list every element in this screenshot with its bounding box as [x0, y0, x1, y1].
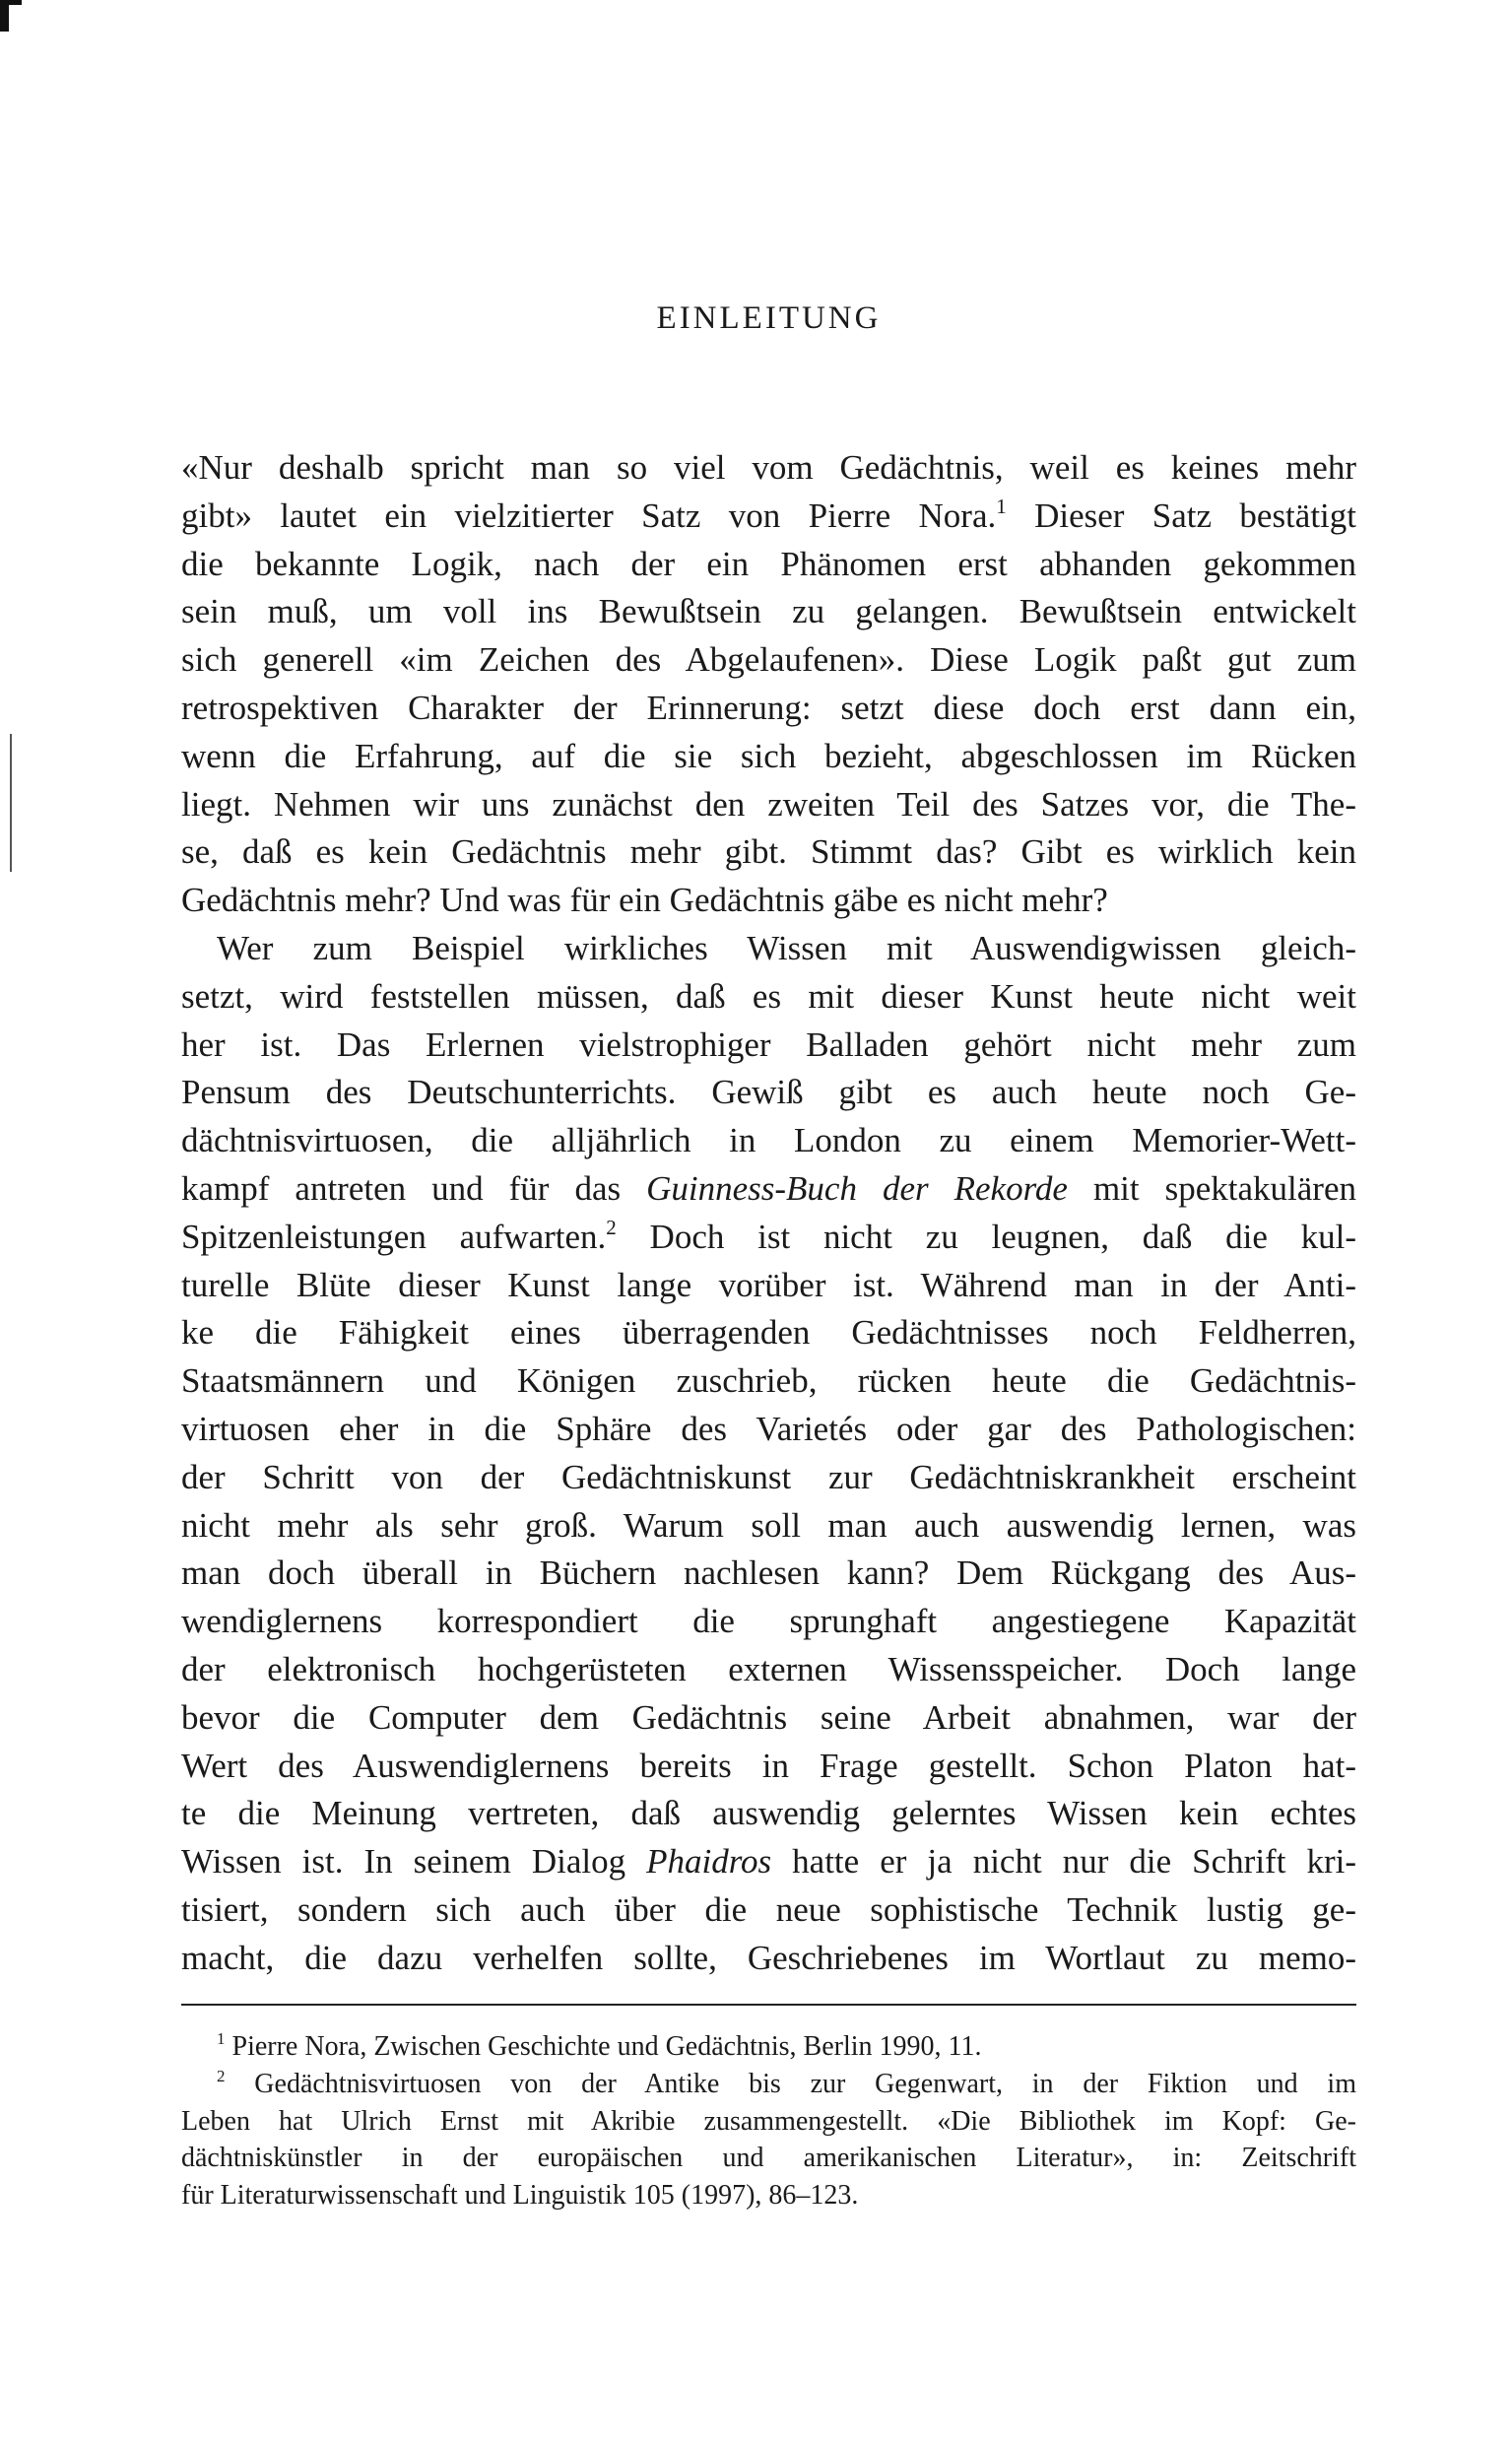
footnote-marker: 2	[606, 1215, 617, 1239]
body-line	[181, 1550, 1356, 1598]
footnote-marker: 1	[996, 494, 1007, 518]
text-run: dächtniskünstler in der europäischen und amerikanischen Literatur», in: Zeitschrift	[181, 2143, 1356, 2174]
text-run: die bekannte Logik, nach der ein Phänomen erst abhanden gekommen	[181, 544, 1356, 583]
text-run: Gedächtnis mehr? Und was für ein Gedächtnis gäbe es nicht mehr?	[181, 881, 1108, 920]
text-run: macht, die dazu verhelfen sollte, Geschriebenes im Wortlaut zu memo-	[181, 1938, 1356, 1977]
text-run: Wissen ist. In seinem Dialog	[181, 1842, 647, 1882]
text-run: setzt, wird feststellen müssen, daß es mit dieser Kunst heute nicht weit	[181, 976, 1356, 1016]
body-line	[181, 1406, 1356, 1454]
body-line	[181, 588, 1356, 636]
text-run: Pierre Nora, Zwischen Geschichte und Gedächtnis, Berlin 1990, 11.	[225, 2031, 982, 2062]
text-run: dächtnisvirtuosen, die alljährlich in London zu einem Memorier-Wett-	[181, 1121, 1356, 1160]
body-line	[181, 973, 1356, 1022]
text-run: Pensum des Deutschunterrichts. Gewiß gibt es auch heute noch Ge-	[181, 1073, 1356, 1112]
text-run: wenn die Erfahrung, auf die sie sich bezieht, abgeschlossen im Rücken	[181, 736, 1356, 775]
text-run: Staatsmännern und Königen zuschrieb, rücken heute die Gedächtnis-	[181, 1361, 1356, 1401]
text-run: Spitzenleistungen aufwarten.	[181, 1217, 607, 1256]
text-run: der Schritt von der Gedächtniskunst zur Gedächtniskrankheit erscheint	[181, 1457, 1356, 1496]
text-run: Wert des Auswendiglernens bereits in Frage gestellt. Schon Platon hat-	[181, 1746, 1356, 1785]
body-line	[181, 1886, 1356, 1935]
italic-title: Guinness-Buch der Rekorde	[646, 1168, 1068, 1208]
text-run: Leben hat Ulrich Ernst mit Akribie zusammengestellt. «Die Bibliothek im Kopf: Ge-	[181, 2105, 1356, 2137]
scan-corner-mark	[0, 0, 22, 5]
body-line	[181, 1935, 1356, 1983]
body-line	[181, 1790, 1356, 1838]
body-line	[181, 1502, 1356, 1551]
text-run: hatte er ja nicht nur die Schrift kri-	[771, 1842, 1356, 1882]
text-run: gibt» lautet ein vielzitierter Satz von Pierre Nora.	[181, 495, 997, 535]
text-run: sich generell «im Zeichen des Abgelaufenen». Diese Logik paßt gut zum	[181, 640, 1356, 680]
text-run: man doch überall in Büchern nachlesen kann? Dem Rückgang des Aus-	[181, 1553, 1356, 1593]
footnotes	[181, 2028, 1356, 2214]
body-line	[181, 925, 1356, 973]
body-line	[181, 493, 1356, 541]
text-run: für Literaturwissenschaft und Linguistik 105 (1997), 86–123.	[181, 2180, 859, 2212]
text-run: se, daß es kein Gedächtnis mehr gibt. Stimmt das? Gibt es wirklich kein	[181, 832, 1356, 872]
body-line	[181, 781, 1356, 829]
body-line	[181, 1598, 1356, 1646]
text-run: «Nur deshalb spricht man so viel vom Gedächtnis, weil es keines mehr	[181, 448, 1356, 487]
scan-edge-mark	[10, 734, 12, 872]
footnote-marker: 2	[217, 2066, 226, 2085]
text-run: tisiert, sondern sich auch über die neue sophistische Technik lustig ge-	[181, 1889, 1356, 1929]
footnote-marker: 1	[217, 2029, 226, 2048]
body-line	[181, 685, 1356, 733]
text-run: Doch ist nicht zu leugnen, daß die kul-	[616, 1217, 1356, 1256]
body-text	[181, 444, 1356, 1983]
body-line	[181, 1743, 1356, 1791]
text-run: liegt. Nehmen wir uns zunächst den zweiten Teil des Satzes vor, die The-	[181, 784, 1356, 824]
body-line	[181, 1694, 1356, 1743]
text-run: kampf antreten und für das	[181, 1168, 647, 1208]
text-run: Gedächtnisvirtuosen von der Antike bis zur Gegenwart, in der Fiktion und im	[225, 2068, 1356, 2099]
text-run: nicht mehr als sehr groß. Warum soll man auch auswendig lernen, was	[181, 1505, 1356, 1545]
body-line	[181, 828, 1356, 877]
text-run: Dieser Satz bestätigt	[1006, 495, 1356, 535]
text-run: sein muß, um voll ins Bewußtsein zu gelangen. Bewußtsein entwickelt	[181, 592, 1356, 631]
chapter-title: EINLEITUNG	[656, 300, 882, 336]
footnote-line	[181, 2177, 1356, 2214]
text-run: wendiglernens korrespondiert die sprunghaft angestiegene Kapazität	[181, 1602, 1356, 1641]
body-line	[181, 1357, 1356, 1406]
body-line	[181, 1165, 1356, 1214]
footnote-line	[181, 2140, 1356, 2177]
italic-title: Phaidros	[646, 1842, 772, 1882]
footnote-line	[181, 2028, 1356, 2066]
footnote-line	[181, 2103, 1356, 2141]
text-run: bevor die Computer dem Gedächtnis seine Arbeit abnahmen, war der	[181, 1697, 1356, 1737]
body-line	[181, 636, 1356, 685]
text-run: mit spektakulären	[1067, 1168, 1356, 1208]
body-line	[181, 1069, 1356, 1117]
text-run: virtuosen eher in die Sphäre des Varietés oder gar des Pathologischen:	[181, 1409, 1356, 1448]
body-line	[181, 1117, 1356, 1165]
body-line	[181, 1262, 1356, 1310]
text-run: turelle Blüte dieser Kunst lange vorüber ist. Während man in der Anti-	[181, 1265, 1356, 1304]
body-line	[181, 1454, 1356, 1502]
footnote-rule	[181, 2004, 1356, 2006]
body-line	[181, 1022, 1356, 1070]
text-run: ke die Fähigkeit eines überragenden Gedächtnisses noch Feldherren,	[181, 1313, 1356, 1353]
text-run: te die Meinung vertreten, daß auswendig gelerntes Wissen kein echtes	[181, 1794, 1356, 1833]
footnote-line	[181, 2066, 1356, 2103]
body-line	[181, 1214, 1356, 1262]
text-run: retrospektiven Charakter der Erinnerung: setzt diese doch erst dann ein,	[181, 688, 1356, 727]
body-line	[181, 733, 1356, 781]
body-line	[181, 1309, 1356, 1357]
text-run: Wer zum Beispiel wirkliches Wissen mit Auswendigwissen gleich-	[217, 928, 1356, 967]
body-line	[181, 444, 1356, 493]
text-run: der elektronisch hochgerüsteten externen Wissensspeicher. Doch lange	[181, 1649, 1356, 1688]
body-line	[181, 1646, 1356, 1694]
body-line	[181, 877, 1356, 925]
text-run: her ist. Das Erlernen vielstrophiger Balladen gehört nicht mehr zum	[181, 1024, 1356, 1064]
body-line	[181, 1838, 1356, 1886]
body-line	[181, 541, 1356, 589]
